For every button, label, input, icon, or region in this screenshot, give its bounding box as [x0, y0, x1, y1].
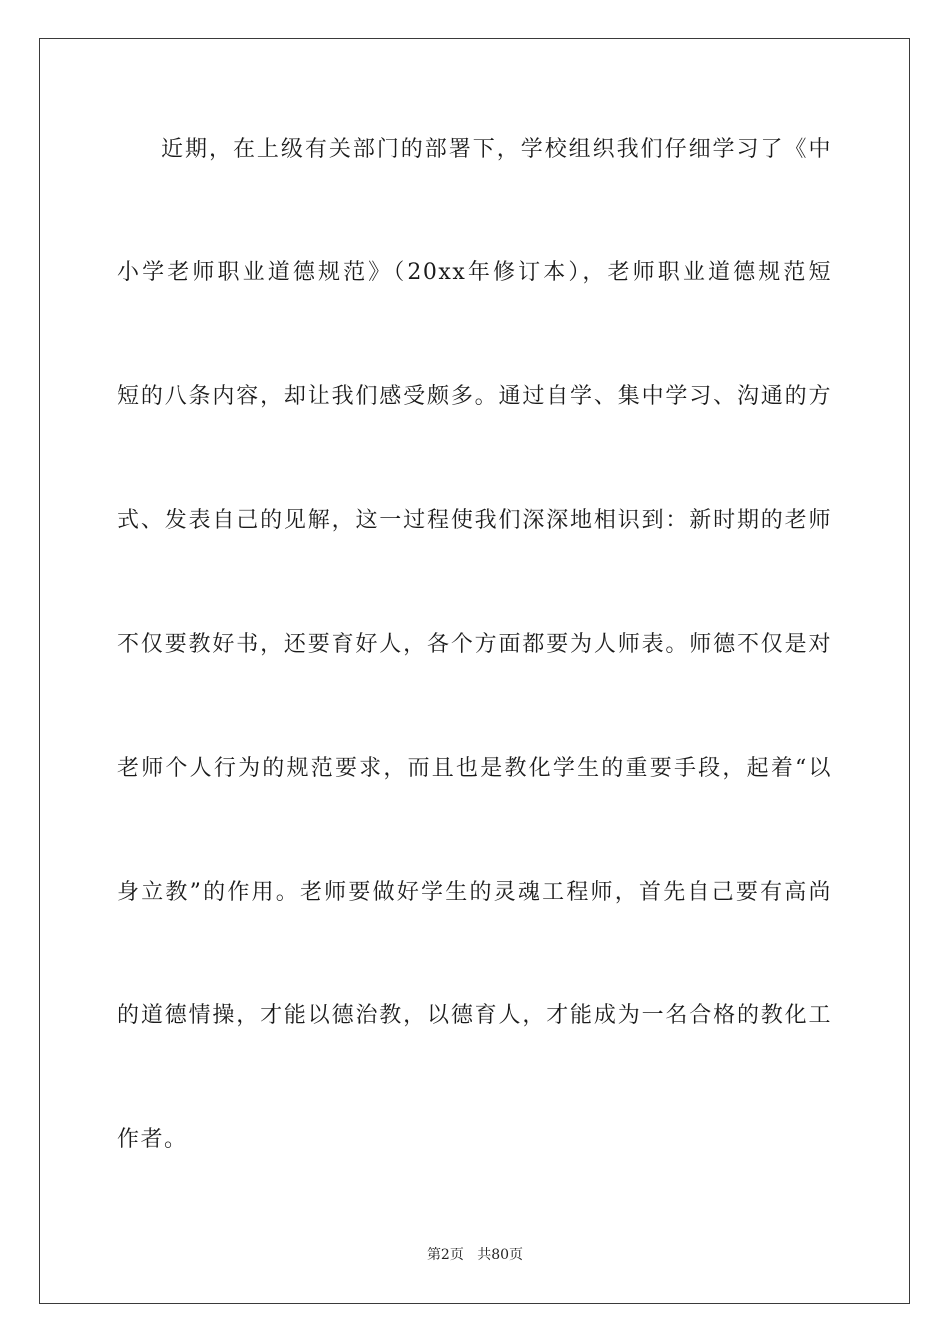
paragraph-line-1: 近期，在上级有关部门的部署下，学校组织我们仔细学习了《中	[161, 137, 832, 162]
paragraph-line-9: 作者。	[117, 1127, 188, 1152]
total-pages: 共80页	[477, 1247, 524, 1263]
paragraph-line-4: 式、发表自己的见解，这一过程使我们深深地相识到：新时期的老师	[117, 508, 832, 533]
paragraph-line-5: 不仅要教好书，还要育好人，各个方面都要为人师表。师德不仅是对	[117, 632, 832, 657]
page-border	[39, 38, 910, 1304]
paragraph-line-6: 老师个人行为的规范要求，而且也是教化学生的重要手段，起着“以	[117, 756, 832, 781]
page-number: 第2页	[426, 1247, 464, 1263]
paragraph-line-8: 的道德情操，才能以德治教，以德育人，才能成为一名合格的教化工	[117, 1003, 832, 1028]
paragraph-line-2: 小学老师职业道德规范》（20xx年修订本），老师职业道德规范短	[117, 260, 832, 285]
paragraph-line-3: 短的八条内容，却让我们感受颇多。通过自学、集中学习、沟通的方	[117, 384, 832, 409]
paragraph-line-7: 身立教”的作用。老师要做好学生的灵魂工程师，首先自己要有高尚	[117, 880, 832, 905]
page-footer	[0, 1246, 950, 1264]
